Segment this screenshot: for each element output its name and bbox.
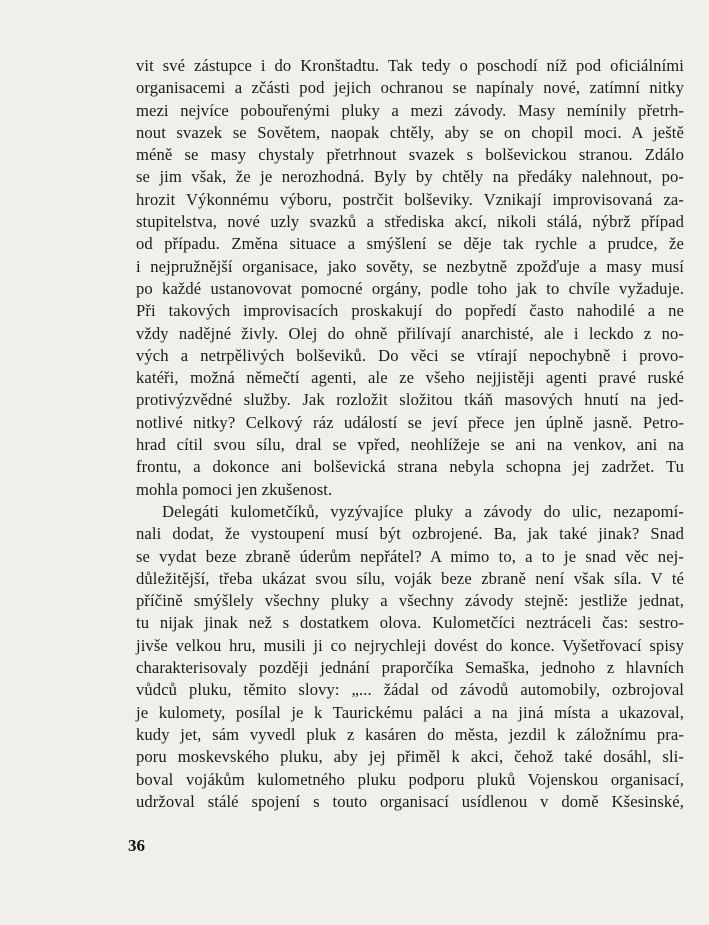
text-line: i nejpružnější organisace, jako sověty, se nezbytně zpožďuje a masy musí [136,256,684,276]
text-line: protivýzvědné služby. Jak rozložit složitou tkáň masových hnutí na jed- [136,390,684,410]
text-line: hrozit Výkonnému výboru, postrčit bolševiky. Vznikají improvisovaná za- [136,189,684,209]
text-line: kudy jet, sám vyvedl pluk z kasáren do města, jezdil k záložnímu pra- [136,724,684,744]
text-line: méně se masy chystaly přetrhnout svazek s bolševickou stranou. Zdálo [136,145,684,165]
text-line: vůdců pluku, těmito slovy: „... žádal od závodů automobily, ozbrojoval [136,680,684,700]
text-line: od případu. Změna situace a smýšlení se děje tak rychle a prudce, že [136,234,684,254]
text-line: katéři, možná němečtí agenti, ale ze všeho nejjistěji agenti pravé ruské [136,368,684,388]
text-line: boval vojákům kulometného pluku podporu pluků Vojenskou organisací, [136,769,684,789]
text-line: důležitější, třeba ukázat svou sílu, voják beze zbraně není však síla. V té [136,568,684,588]
text-line: poru moskevského pluku, aby jej přiměl k akci, čehož také dosáhl, sli- [136,747,684,767]
text-line: vit své zástupce i do Kronštadtu. Tak tedy o poschodí níž pod oficiálními [136,56,684,75]
text-line: Delegáti kulometčíků, vyzývajíce pluky a závody do ulic, nezapomí- [162,501,684,521]
text-line: nali dodat, že vystoupení musí být ozbrojené. Ba, jak také jinak? Snad [136,524,684,544]
text-line: příčině smýšlely všechny pluky a všechny závody stejně: jestliže jednat, [136,591,684,611]
text-line: frontu, a dokonce ani bolševická strana nebyla schopna jej zadržet. Tu [136,457,684,477]
text-line: mohla pomoci jen zkušenost. [136,479,333,499]
text-line: hrad cítil svou sílu, dral se vpřed, neohlížeje se ani na venkov, ani na [136,435,684,455]
text-line: nout svazek se Sovětem, naopak chtěly, aby se on chopil moci. A ještě [136,122,684,142]
text-line: notlivé nitky? Celkový ráz událostí se jeví přece jen úplně jasně. Petro- [136,412,684,432]
paragraph-2 [136,501,684,813]
text-line: se vydat beze zbraně úderům nepřátel? A mimo to, a to je snad věc nej- [136,546,684,566]
text-line: organisacemi a zčásti pod jejich ochranou se napínaly nové, zatímní nitky [136,78,684,98]
page-number: 36 [128,836,145,855]
body-text [136,55,684,813]
text-line: jivše velkou hru, musili ji co nejrychleji dovést do konce. Vyšetřovací spisy [136,635,684,655]
text-line: charakterisovaly později jednání praporčíka Semaška, jednoho z hlavních [136,658,684,678]
text-line: se jim však, že je nerozhodná. Byly by chtěly na předáky nalehnout, po- [136,167,684,187]
text-line: vých a netrpělivých bolševiků. Do věci se vtírají nepochybně i provo- [136,345,684,365]
text-line: Při takových improvisacích proskakují do popředí často nahodilé a ne [136,301,684,321]
text-line: stupitelstva, nové uzly svazků a střediska akcí, nikoli stálá, nýbrž případ [136,212,684,232]
text-line: mezi nejvíce pobouřenými pluky a mezi závody. Masy nemínily přetrh- [136,100,684,120]
text-line: je kulomety, posílal je k Taurickému paláci a na jiná místa a ukazoval, [136,702,684,722]
paragraph-1 [136,55,684,501]
text-line: vždy nadějné živly. Olej do ohně přilívají anarchisté, ale i leckdo z no- [136,323,684,343]
text-line: po každé ustanovovat pomocné orgány, podle toho jak to chvíle vyžaduje. [136,278,684,298]
text-line: udržoval stálé spojení s touto organisací usídlenou v domě Kšesinské, [136,791,684,811]
text-line: tu nijak jinak než s dostatkem olova. Kulometčíci neztráceli čas: sestro- [136,613,684,633]
